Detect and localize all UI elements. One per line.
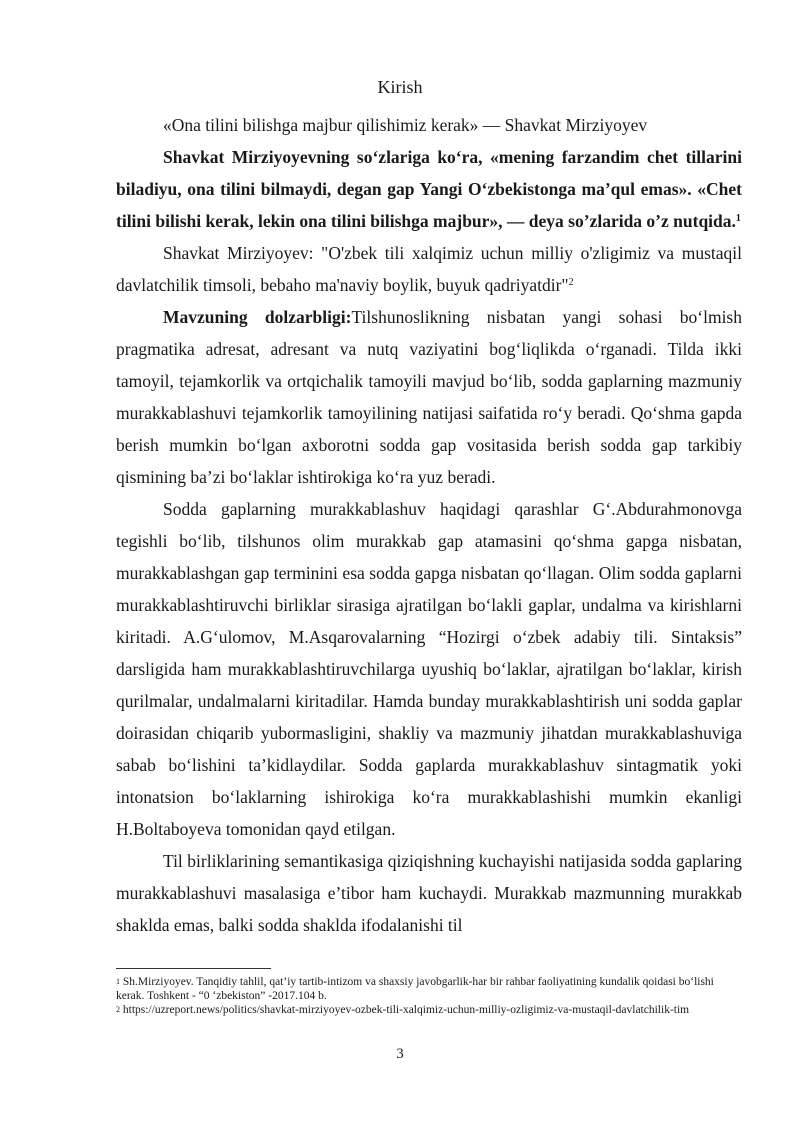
footnote-ref-2[interactable]: 2 bbox=[568, 277, 574, 288]
footnote-1-number: 1 bbox=[116, 977, 120, 986]
relevance-text: Tilshunoslikning nisbatan yangi sohasi bo‘lmish pragmatika adresat, adresant va nutq vaziyatini bog‘liqlikda o‘rganadi. Tilda ikki tamoyil, tejamkorlik va ortqichalik tamoyili mavjud bo‘lib, sodda gaplarning mazmuniy murakkablashuvi tejamkorlik tamoyilining natijasi saifatida ro‘y beradi. Qo‘shma gapda berish mumkin bo‘lgan axborotni sodda gap vositasida berish sodda gap tarkibiy qismining ba’zi bo‘laklar ishtirokiga ko‘ra yuz beradi. bbox=[116, 307, 742, 487]
footnotes bbox=[116, 968, 742, 1017]
relevance-lead: Mavzuning dolzarbligi: bbox=[163, 307, 352, 327]
footnote-divider bbox=[116, 968, 271, 969]
paragraph-semantics: Til birliklarining semantikasiga qiziqishning kuchayishi natijasida sodda gaplaring murakkablashuvi masalasiga e’tibor ham kuchaydi. Murakkab mazmunning murakkab shaklda emas, balki sodda shaklda ifodalanishi til bbox=[116, 851, 742, 935]
paragraph-quote-text: Shavkat Mirziyoyevning so‘zlariga ko‘ra, «mening farzandim chet tillarini biladiyu, ona tilini bilmaydi, degan gap Yangi O‘zbekistonga ma’qul emas». «Chet tilini bilishi kerak, lekin ona tilini bilishga majbur», — deya so’zlarida o’z nutqida. bbox=[116, 147, 742, 231]
paragraph-quote bbox=[116, 141, 742, 237]
paragraph-quote-2 bbox=[116, 237, 742, 301]
paragraph-relevance bbox=[116, 301, 742, 493]
epigraph: «Ona tilini bilishga majbur qilishimiz kerak» — Shavkat Mirziyoyev bbox=[163, 115, 648, 135]
footnote-2-link[interactable]: https://uzreport.news/politics/shavkat-mirziyoyev-ozbek-tili-xalqimiz-uchun-milliy-ozligimiz-va-mustaqil-davlatchilik-tim bbox=[122, 1004, 690, 1016]
page-number: 3 bbox=[396, 1046, 404, 1062]
footnote-ref-1[interactable]: 1 bbox=[735, 213, 741, 224]
footnote-1 bbox=[116, 975, 742, 1003]
paragraph-views: Sodda gaplarning murakkablashuv haqidagi qarashlar G‘.Abdurahmonovga tegishli bo‘lib, tilshunos olim murakkab gap atamasini qo‘shma gapga nisbatan, murakkablashgan gap terminini esa sodda gapga nisbatan qo‘llagan. Olim sodda gaplarni murakkablashtiruvchi birliklar sirasiga ajratilgan bo‘lakli gaplar, undalma va kirishlarni kiritadi. A.G‘ulomov, M.Asqarovalarning “Hozirgi o‘zbek adabiy tili. Sintaksis” darsligida ham murakkablashtiruvchilarga uyushiq bo‘laklar, ajratilgan bo‘laklar, kirish qurilmalar, undalmalarni kiritadilar. Hamda bunday murakkablashtirish uni sodda gaplar doirasidan chiqarib yubormasligini, shakliy va mazmuniy jihatdan murakkablashuviga sabab bo‘lishini ta’kidlaydilar. Sodda gaplarda murakkablashuv sintagmatik yoki intonatsion bo‘laklarning ishirokiga ko‘ra murakkablashishi mumkin ekanligi H.Boltaboyeva tomonidan qayd etilgan. bbox=[116, 499, 742, 839]
body-text bbox=[116, 109, 742, 941]
footnote-1-text: Sh.Mirziyoyev. Tanqidiy tahlil, qat’iy tartib-intizom va shaxsiy javobgarlik-har bir rahbar faoliyatining kundalik qoidasi bo‘lishi kerak. Toshkent - “0 ‘zbekiston” -2017.104 b. bbox=[116, 976, 714, 1002]
footnote-2 bbox=[116, 1003, 742, 1017]
footnote-2-number: 2 bbox=[116, 1005, 120, 1014]
paragraph-quote-2-text: Shavkat Mirziyoyev: "O'zbek tili xalqimiz uchun milliy o'zligimiz va mustaqil davlatchilik timsoli, bebaho ma'naviy boylik, buyuk qadriyatdir" bbox=[116, 243, 742, 295]
section-heading: Kirish bbox=[377, 77, 423, 97]
